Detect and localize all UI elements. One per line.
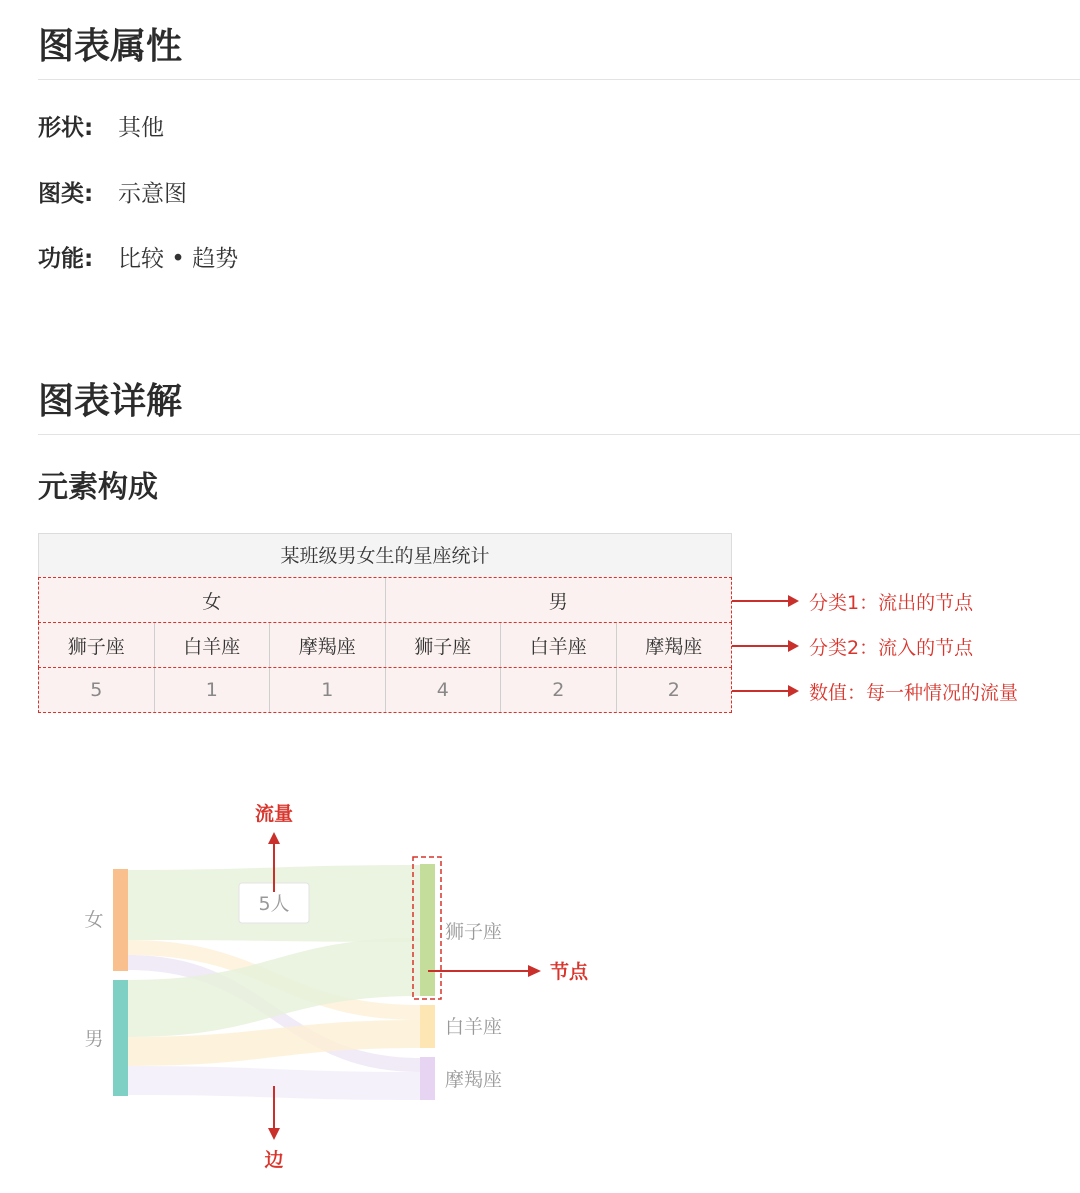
table-cell: 女 xyxy=(202,590,222,613)
annotation-text: 分类2：流入的节点 xyxy=(809,636,974,659)
table-cell: 2 xyxy=(500,668,616,712)
sankey-node-female xyxy=(113,869,128,971)
section-divider xyxy=(38,434,1080,435)
arrow-line xyxy=(732,600,788,602)
node-label-aries: 白羊座 xyxy=(445,1016,503,1038)
table-cell: 狮子座 xyxy=(385,623,501,667)
annotation-category1 xyxy=(732,589,973,613)
property-value: 比较 • 趋势 xyxy=(118,246,239,272)
property-function xyxy=(38,248,238,271)
table-cell: 摩羯座 xyxy=(269,623,385,667)
details-title: 图表详解 xyxy=(38,381,183,422)
attributes-title: 图表属性 xyxy=(38,26,183,67)
arrow-line xyxy=(732,645,788,647)
node-label-female: 女 xyxy=(84,909,104,931)
table-row-values xyxy=(38,667,732,713)
table-cell: 1 xyxy=(269,668,385,712)
table-caption: 某班级男女生的星座统计 xyxy=(38,533,732,577)
property-label: 形状: xyxy=(38,115,94,141)
arrow-up-icon xyxy=(268,832,280,844)
arrow-right-icon xyxy=(788,685,799,697)
annotation-category2 xyxy=(732,634,973,658)
table-row-genders xyxy=(38,577,732,623)
property-value: 其他 xyxy=(118,115,164,141)
data-table xyxy=(38,533,732,713)
table-cell: 狮子座 xyxy=(67,635,125,658)
property-label: 图类: xyxy=(38,181,94,207)
node-label-leo: 狮子座 xyxy=(445,921,503,943)
arrow-line xyxy=(732,690,788,692)
arrow-right-icon xyxy=(788,640,799,652)
sankey-node-male xyxy=(113,980,128,1096)
arrow-right-icon xyxy=(528,965,541,977)
property-type xyxy=(38,183,187,206)
table-cell: 5 xyxy=(90,679,103,701)
annotation-text: 数值：每一种情况的流量 xyxy=(809,681,1019,704)
table-cell: 摩羯座 xyxy=(616,623,732,667)
table-cell: 2 xyxy=(616,668,732,712)
elements-title: 元素构成 xyxy=(38,470,158,505)
tooltip-text: 5人 xyxy=(258,893,290,915)
callout-flow: 流量 xyxy=(254,803,294,825)
table-cell: 4 xyxy=(385,668,501,712)
callout-edge: 边 xyxy=(264,1149,284,1171)
section-divider xyxy=(38,79,1080,80)
callout-node: 节点 xyxy=(550,961,589,983)
table-cell: 1 xyxy=(154,668,270,712)
table-cell: 男 xyxy=(385,578,732,622)
annotation-text: 分类1：流出的节点 xyxy=(809,591,974,614)
sankey-diagram xyxy=(0,780,700,1190)
sankey-node-capricorn xyxy=(420,1057,435,1100)
sankey-node-leo xyxy=(420,864,435,996)
node-label-capricorn: 摩羯座 xyxy=(445,1069,503,1091)
property-shape xyxy=(38,117,164,140)
sankey-node-aries xyxy=(420,1005,435,1048)
property-value: 示意图 xyxy=(118,181,187,207)
table-cell: 白羊座 xyxy=(154,623,270,667)
annotation-value xyxy=(732,679,1018,703)
property-label: 功能: xyxy=(38,246,94,272)
table-cell: 白羊座 xyxy=(500,623,616,667)
arrow-right-icon xyxy=(788,595,799,607)
node-label-male: 男 xyxy=(84,1028,104,1050)
table-row-signs xyxy=(38,622,732,668)
arrow-down-icon xyxy=(268,1128,280,1140)
